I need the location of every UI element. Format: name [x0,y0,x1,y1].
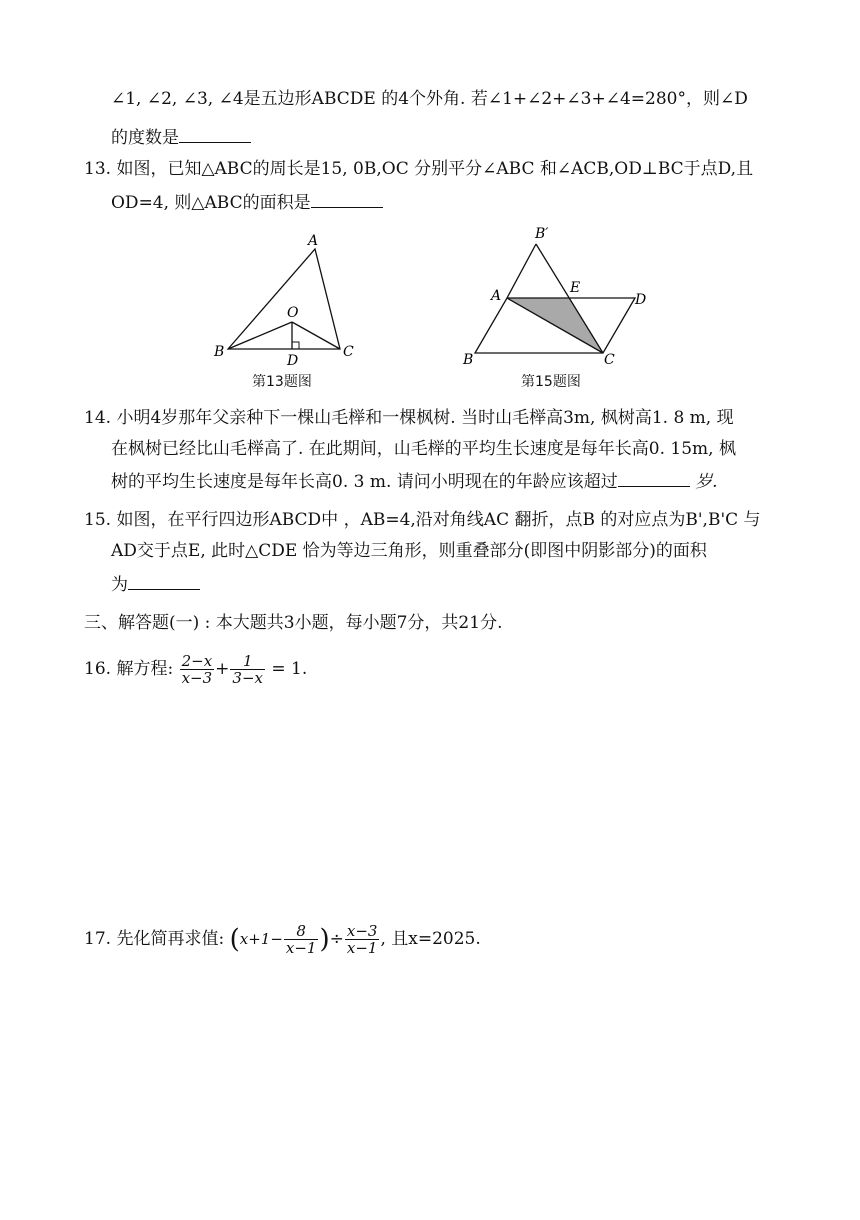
q17-prefix: 先化简再求值: [116,929,225,949]
q14-line2: 在枫树已经比山毛榉高了. 在此期间，山毛榉的平均生长速度是每年长高0. 15m, 枫 [111,439,736,459]
fig13-label-d: D [287,353,299,369]
q16-frac2-numerator: 1 [230,653,265,670]
q16-plus: + [215,659,230,679]
q14-line1 [84,406,734,430]
q16-frac1-denominator: x−3 [181,669,213,687]
q16-fraction-1 [180,653,215,686]
q17-fraction-1 [284,923,319,956]
q17-right-paren: ) [319,924,330,955]
triangle-abc [228,249,340,349]
right-angle-mark [292,342,299,349]
q12-text: 的度数是 [111,128,179,148]
q17-frac1-numerator: 8 [284,923,319,940]
q13-line2 [111,189,383,215]
q13-text-2: OD=4, 则△ABC的面积是 [111,193,311,213]
q14-number: 14. [84,408,112,428]
q17-expr-a: x+1− [239,930,283,948]
q17-left-paren: ( [229,924,240,955]
q17-fraction-2 [345,923,380,956]
fig15-label-bprime: B′ [535,226,549,242]
q16-frac1-numerator: 2−x [181,652,213,670]
q14-line3 [111,468,718,494]
q14-text-3: 树的平均生长速度是每年长高0. 3 m. 请问小明现在的年龄应该超过 [111,472,618,492]
q17-frac2-denominator: x−1 [346,939,378,957]
fig13-label-b: B [214,344,225,360]
q16-fraction-2 [230,653,265,686]
q12-answer-blank [179,124,251,143]
fig13-caption: 第13题图 [252,374,312,390]
q16-rhs: = 1. [271,659,308,679]
q15-number: 15. [84,510,112,530]
q13-line1 [84,157,753,181]
figure-13 [200,225,370,370]
fig15-label-e: E [570,280,581,296]
q16-frac2-denominator: 3−x [232,669,263,687]
fig15-label-b: B [463,352,474,368]
fig15-label-c: C [604,352,615,368]
q13-number: 13. [84,159,112,179]
figure-15 [455,220,665,370]
q16-prefix: 解方程: [116,659,174,679]
q15-text-1: 如图，在平行四边形ABCD中 ，AB=4,沿对角线AC 翻折，点B 的对应点为B',B'C 与 [116,510,761,530]
q16-number: 16. [84,659,112,679]
segment-ob [228,322,292,349]
q15-answer-blank [128,571,200,590]
q17-frac2-numerator: x−3 [346,922,378,940]
q14-answer-blank [618,468,690,487]
q15-line2: AD交于点E, 此时△CDE 恰为等边三角形，则重叠部分(即图中阴影部分)的面积 [111,541,707,561]
q15-line3 [111,571,200,597]
q12-line2 [111,124,251,150]
q17-suffix: , 且x=2025. [380,929,481,949]
fig13-label-o: O [287,305,299,321]
q16-line [84,652,307,686]
fig15-label-a: A [491,288,502,304]
q15-line1 [84,508,761,532]
q13-text-1: 如图，已知△ABC的周长是15, 0B,OC 分别平分∠ABC 和∠ACB,OD⊥BC于点D,且 [116,159,754,179]
q17-divide: ÷ [329,929,344,949]
q15-text-3: 为 [111,575,128,595]
fig15-label-d: D [635,292,647,308]
fig13-label-c: C [343,344,354,360]
q17-frac1-denominator: x−1 [285,939,317,957]
fig13-label-a: A [308,233,319,249]
q14-text-1: 小明4岁那年父亲种下一棵山毛榉和一棵枫树. 当时山毛榉高3m, 枫树高1. 8 m, 现 [116,408,734,428]
fig15-caption: 第15题图 [521,374,581,390]
section-3-title: 三、解答题(一) : 本大题共3小题，每小题7分，共21分. [84,613,503,633]
q17-number: 17. [84,929,112,949]
q13-answer-blank [311,189,383,208]
q12-line1: ∠1, ∠2, ∠3, ∠4是五边形ABCDE 的4个外角. 若∠1+∠2+∠3+∠4=280°，则∠D [111,89,748,109]
q14-unit: 岁. [695,472,718,492]
segment-bp-a [507,244,536,298]
q17-line [84,922,481,957]
